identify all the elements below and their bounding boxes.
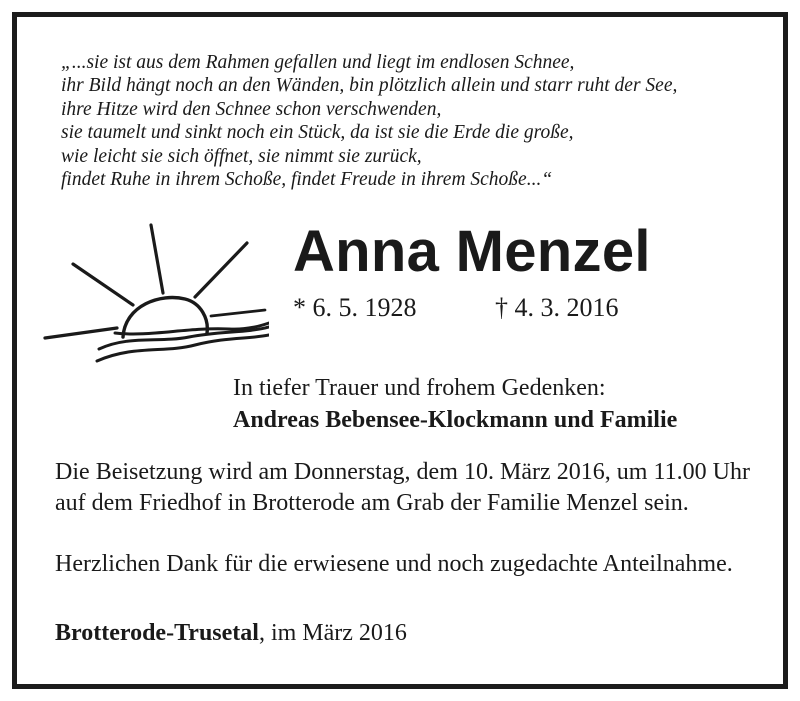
mourners-block: [233, 372, 677, 436]
closing-line: [55, 618, 750, 649]
poem-line: „...sie ist aus dem Rahmen gefallen und liegt im endlosen Schnee,: [61, 52, 575, 73]
poem-line: findet Ruhe in ihrem Schoße, findet Freude in ihrem Schoße...“: [61, 169, 553, 191]
deceased-name: Anna Menzel: [293, 219, 651, 284]
mourners-family: Andreas Bebensee-Klockmann und Familie: [233, 407, 678, 433]
closing-place: Brotterode-Trusetal: [55, 620, 259, 646]
poem-line: ihr Bild hängt noch an den Wänden, bin plötzlich allein und starr ruht der See,: [61, 75, 678, 97]
poem-line: ihre Hitze wird den Schnee schon verschwenden,: [61, 98, 442, 120]
obituary-notice: [12, 12, 788, 689]
poem-line: wie leicht sie sich öffnet, sie nimmt sie zurück,: [61, 145, 422, 167]
setting-sun-icon: [29, 221, 269, 376]
thanks-text: Herzlichen Dank für die erwiesene und noch zugedachte Anteilnahme.: [55, 551, 733, 577]
mourners-intro: In tiefer Trauer und frohem Gedenken:: [233, 375, 606, 401]
closing-date: , im März 2016: [258, 620, 407, 646]
funeral-notice: Die Beisetzung wird am Donnerstag, dem 10. März 2016, um 11.00 Uhr auf dem Friedhof in Brotterode am Grab der Familie Menzel sein.: [55, 459, 750, 516]
birth-date: * 6. 5. 1928: [293, 293, 417, 322]
poem-line: sie taumelt und sinkt noch ein Stück, da ist sie die Erde die große,: [61, 122, 574, 144]
death-date: † 4. 3. 2016: [495, 293, 619, 322]
poem-quote: [61, 51, 677, 191]
